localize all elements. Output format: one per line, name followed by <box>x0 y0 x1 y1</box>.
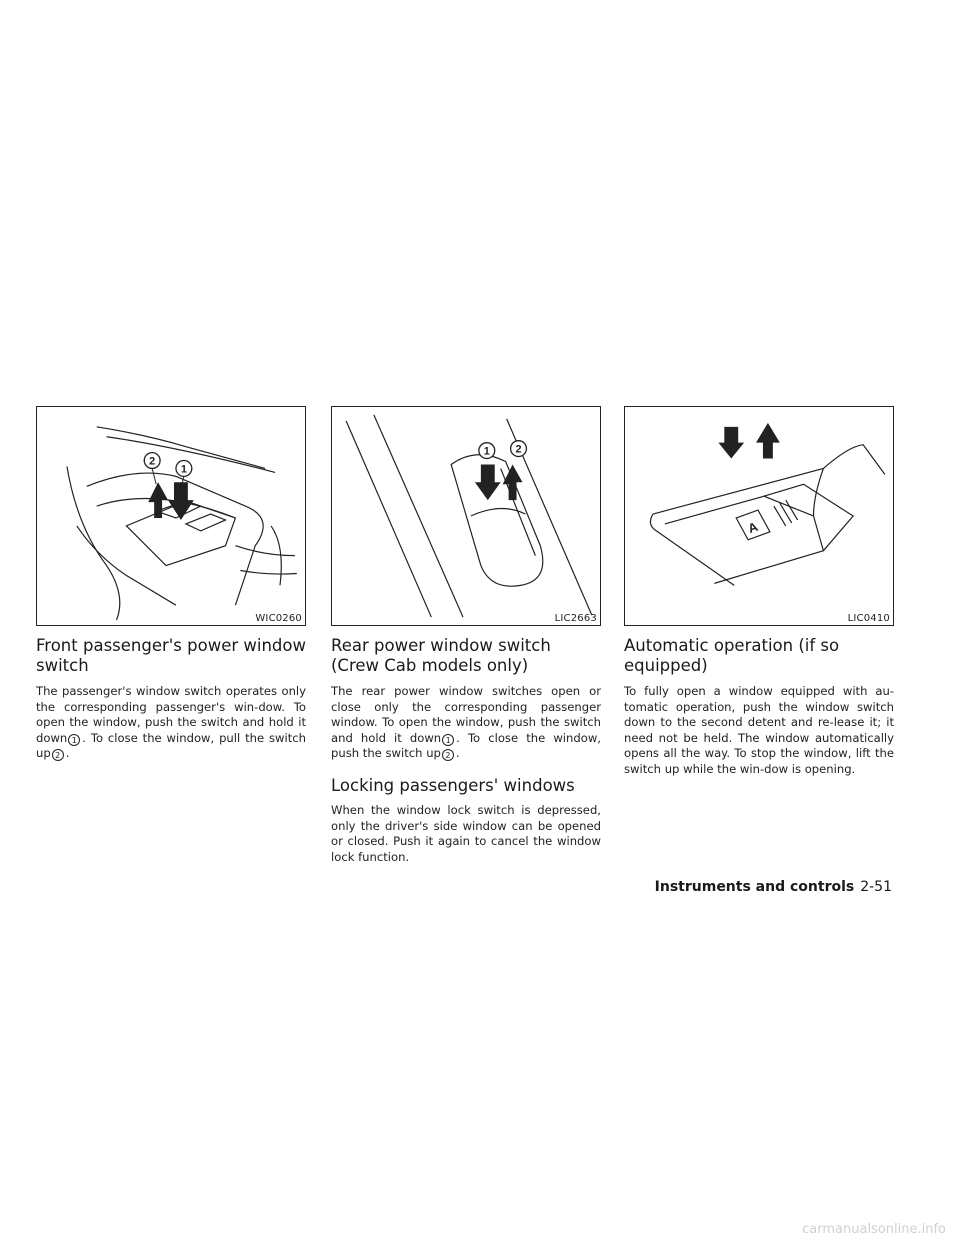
locking-windows-heading: Locking passengers' windows <box>331 775 575 795</box>
callout-2-icon: 2 <box>442 749 454 761</box>
callout-1-icon: 1 <box>442 734 454 746</box>
page-footer <box>655 879 892 895</box>
arrow-down-icon <box>475 464 501 500</box>
page-number: 2-51 <box>860 879 892 895</box>
callout-2-icon: 2 <box>52 749 64 761</box>
locking-windows-body: When the window lock switch is depressed, only the driver's side window can be opened or closed. Push it again to cancel the window lock function. <box>331 802 601 864</box>
callout-1-icon: 1 <box>68 734 80 746</box>
svg-text:A: A <box>745 518 760 537</box>
front-passenger-body: The passenger's window switch operates only the corresponding passenger's win-dow. To open the window, push the switch and hold it down 1 . To close the window, pull the switch up 2 . <box>36 684 306 761</box>
front-passenger-heading: Front passenger's power window switch <box>36 636 306 675</box>
automatic-operation-body: To fully open a window equipped with au-tomatic operation, push the window switch down to the second detent and re-lease it; it need not be held. The window automatically opens all the way. To stop the window, lift the switch up while the win-dow is opening. <box>624 684 894 776</box>
figure-id: LIC0410 <box>847 613 890 624</box>
automatic-switch-illustration <box>625 407 893 625</box>
arrow-up-icon <box>756 423 780 459</box>
column-automatic <box>624 406 894 778</box>
arrow-up-icon <box>148 482 168 518</box>
rear-window-body: The rear power window switches open or close only the corresponding passenger window. To open the window, push the switch and hold it down 1 . To close the window, push the switch up 2 . <box>331 684 601 761</box>
arrow-down-icon <box>718 427 744 459</box>
watermark: carmanualsonline.info <box>802 1222 946 1237</box>
svg-text:2: 2 <box>149 455 156 468</box>
svg-text:1: 1 <box>180 463 187 476</box>
column-rear-window <box>331 406 601 865</box>
figure-front-switch <box>36 406 306 626</box>
svg-text:2: 2 <box>515 443 522 456</box>
arrow-down-icon <box>168 482 194 520</box>
footer-section-title: Instruments and controls <box>654 879 855 895</box>
rear-switch-illustration <box>332 407 600 625</box>
figure-id: WIC0260 <box>255 613 302 624</box>
column-front-passenger <box>36 406 306 762</box>
automatic-operation-heading: Automatic operation (if so equipped) <box>624 636 840 675</box>
figure-id: LIC2663 <box>554 613 597 624</box>
svg-text:1: 1 <box>483 445 490 458</box>
rear-window-heading: Rear power window switch (Crew Cab models only) <box>331 636 551 675</box>
front-switch-illustration <box>37 407 305 625</box>
figure-automatic-switch <box>624 406 894 626</box>
figure-rear-switch <box>331 406 601 626</box>
